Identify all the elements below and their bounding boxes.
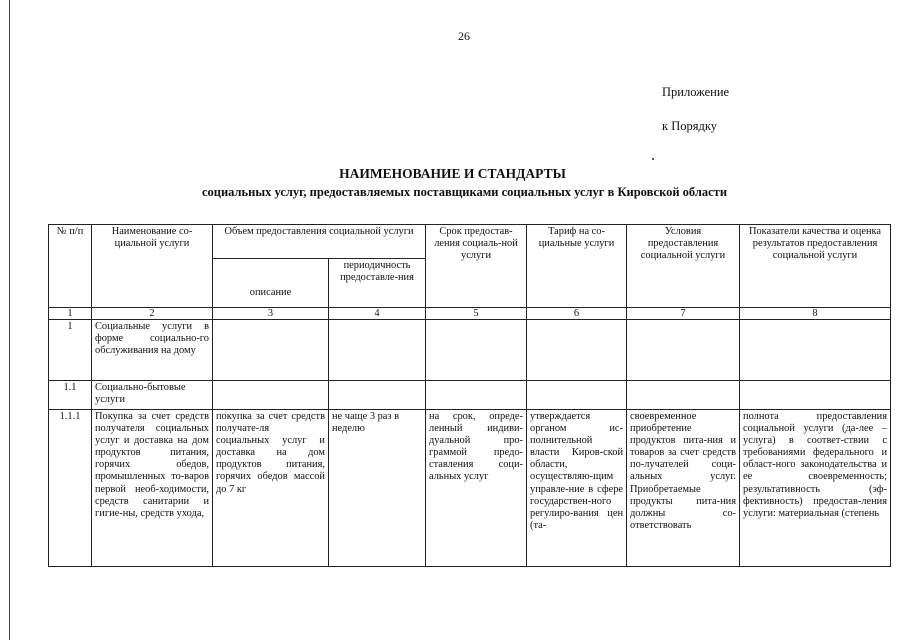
table-row [49,320,891,381]
term-cell: на срок, опреде-ленный индиви-дуальной про-граммой предо-ставления соци-альных услуг [426,410,527,567]
term-cell [426,320,527,381]
term-cell [426,381,527,410]
column-number: 7 [627,308,740,320]
tariff-cell: утверждается органом ис-полнительной власти Киров-ской области, осуществляю-щим управле-ние в сфере государствен-ного регулиро-вания цен (та- [527,410,627,567]
volume-description-cell [213,381,329,410]
volume-description-cell [213,320,329,381]
column-number: 4 [329,308,426,320]
tariff-cell [527,381,627,410]
row-number: 1.1 [49,381,92,410]
table-row [49,381,891,410]
volume-periodicity-cell: не чаще 3 раз в неделю [329,410,426,567]
header-volume-periodicity: периодичность предоставле-ния [329,259,426,308]
column-number: 5 [426,308,527,320]
volume-periodicity-cell [329,320,426,381]
binding-edge-line [9,0,10,640]
row-number: 1 [49,320,92,381]
header-volume-description: описание [213,259,329,308]
quality-cell [740,320,891,381]
page-number: 26 [458,29,470,43]
header-num: № п/п [49,225,92,308]
conditions-cell [627,381,740,410]
header-conditions: Условия предоставления социальной услуги [627,225,740,308]
quality-cell [740,381,891,410]
column-number: 6 [527,308,627,320]
column-number: 2 [92,308,213,320]
conditions-cell [627,320,740,381]
header-term: Срок предостав-ления социаль-ной услуги [426,225,527,308]
document-subtitle: социальных услуг, предоставляемых поставщиками социальных услуг в Кировской области [201,185,728,199]
appendix-reference: к Порядку [662,119,717,133]
header-row-1 [49,225,891,259]
header-quality: Показатели качества и оценка результатов предоставления социальной услуги [740,225,891,308]
table-row [49,410,891,567]
service-name-cell: Социальные услуги в форме социально-го обслуживания на дому [92,320,213,381]
document-title: НАИМЕНОВАНИЕ И СТАНДАРТЫ [339,166,566,181]
conditions-cell: своевременное приобретение продуктов пита-ния и товаров за счет средств по-лучателей соци-альных услуг. Приобретаемые продукты пита-ния должны со-ответствовать [627,410,740,567]
header-service-name: Наименование со-циальной услуги [92,225,213,308]
volume-periodicity-cell [329,381,426,410]
header-volume: Объем предоставления социальной услуги [213,225,426,259]
row-number: 1.1.1 [49,410,92,567]
tariff-cell [527,320,627,381]
column-number: 3 [213,308,329,320]
volume-description-cell: покупка за счет средств получате-ля социальных услуг и доставка на дом продуктов питания, горячих обедов массой до 7 кг [213,410,329,567]
service-name-cell: Социально-бытовые услуги [92,381,213,410]
column-number-row [49,308,891,320]
service-name-cell: Покупка за счет средств получателя социальных услуг и доставка на дом продуктов питания, горячих обедов, промышленных то-варов первой необ-ходимости, средств санитарии и гигие-ны, средств ухода, [92,410,213,567]
appendix-label: Приложение [662,85,730,99]
column-number: 8 [740,308,891,320]
print-speck [652,158,654,160]
quality-cell: полнота предоставления социальной услуги (да-лее – услуга) в соответ-ствии с требованиями федерального и област-ного законодательства и ее своевременность; результативность (эф-фективность) предостав-ления услуги: материальная (степень [740,410,891,567]
header-tariff: Тариф на со-циальные услуги [527,225,627,308]
standards-table [48,224,891,567]
column-number: 1 [49,308,92,320]
